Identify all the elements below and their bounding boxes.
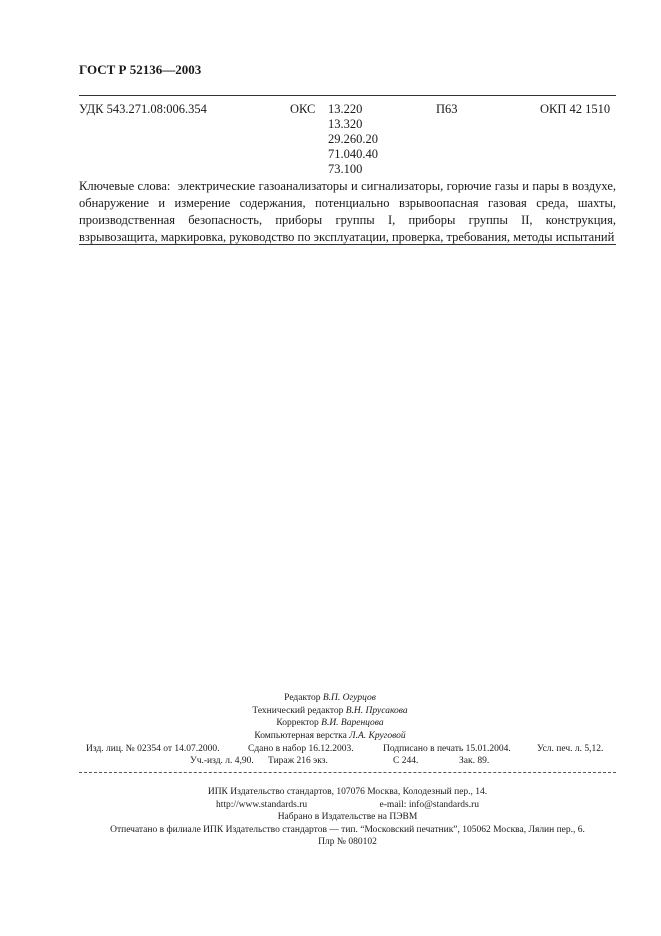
order-number: Зак. 89. [459,756,490,766]
sign-date: Подписано в печать 15.01.2004. [383,744,511,754]
circulation: Тираж 216 экз. [268,756,328,766]
oks-codes [328,102,378,177]
oks-code: 13.320 [328,117,363,131]
set-date: Сдано в набор 16.12.2003. [248,744,354,754]
license-info: Изд. лиц. № 02354 от 14.07.2000. [86,744,220,754]
oks-code: 13.220 [328,102,363,116]
oks-code: 73.100 [328,162,363,176]
credit-line: Корректор В.И. Варенцова [276,718,384,728]
okp-code: ОКП 42 1510 [540,102,611,116]
license-number: Плр № 080102 [318,837,377,847]
oks-code: 29.260.20 [328,132,378,146]
typeset-note: Набрано в Издательстве на ПЭВМ [277,812,418,822]
group-code: П63 [436,102,458,116]
udk-code: УДК 543.271.08:006.354 [79,102,207,116]
edition-sheets: Уч.-изд. л. 4,90. [190,756,254,766]
footer-divider [79,772,616,773]
publisher-email: e-mail: info@standards.ru [379,799,480,810]
printing-note: Отпечатано в филиале ИПК Издательство стандартов — тип. “Московский печатник”, 105062 Москва, Лялин пер., 6. [110,824,585,835]
credit-line: Компьютерная верстка Л.А. Круговой [254,730,406,741]
credits-block [200,692,460,742]
keywords-text: электрические газоанализаторы и сигнализаторы, горючие газы и пары в воздухе, обнаружение и измерение содержания, потенциально взрывоопасная газовая среда, шахты, производственная безопасность, приборы группы I, приборы группы II, конструкция, взрывозащита, маркировка, руководство по эксплуатации, проверка, требования, методы испытаний [79,179,616,244]
keywords-rule [79,244,616,245]
credit-line: Редактор В.П. Огурцов [284,693,376,703]
publisher-block [79,786,616,849]
publisher-website: http://www.standards.ru [215,799,308,810]
c-number: С 244. [393,756,419,766]
top-rule [79,95,616,96]
keywords-paragraph [79,178,616,246]
publisher-contacts [79,799,616,812]
document-title: ГОСТ Р 52136—2003 [79,62,202,77]
print-sheets: Усл. печ. л. 5,12. [537,744,604,754]
keywords-label: Ключевые слова: [79,179,171,193]
credit-line: Технический редактор В.Н. Прусакова [252,705,408,716]
oks-code: 71.040.40 [328,147,378,161]
publisher-address: ИПК Издательство стандартов, 107076 Москва, Колодезный пер., 14. [207,787,488,797]
oks-label: ОКС [290,102,316,116]
